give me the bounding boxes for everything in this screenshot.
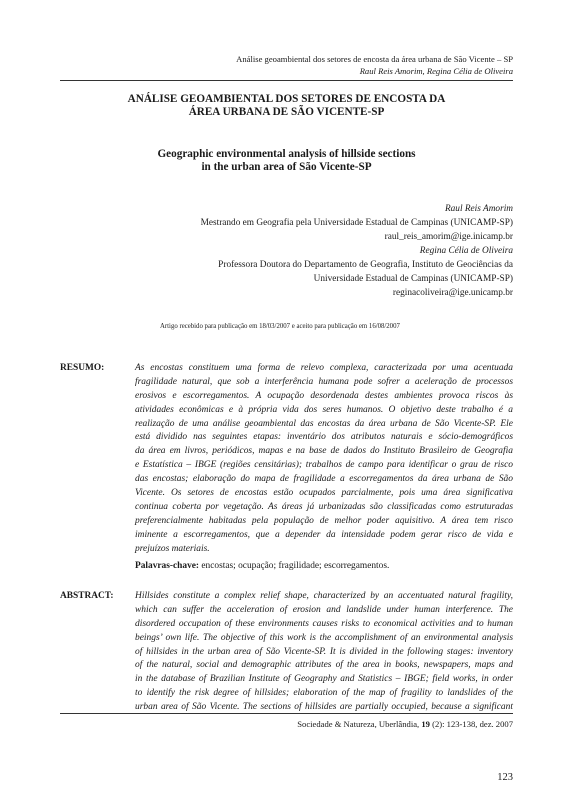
- resumo-line: preferencialmente habitadas pela população de melhor poder aquisitivo. A área tem risco: [135, 515, 513, 526]
- author-name: Raul Reis Amorim: [444, 204, 513, 214]
- received-note: Artigo recebido para publicação em 18/03/2007 e aceito para publicação em 16/08/2007: [160, 323, 400, 330]
- resumo-line: realização de uma análise geoambiental das encostas da área urbana de São Vicente-SP. Ele: [135, 418, 513, 429]
- abstract-line: in the database of Brazilian Institute of Geography and Statistics – IBGE; field works, in order: [135, 674, 513, 685]
- title-pt-line: ÁREA URBANA DE SÃO VICENTE-SP: [188, 106, 385, 118]
- resumo-line: está dividido nas seguintes etapas: inventário dos atributos naturais e sócio-demográficos: [135, 432, 513, 443]
- footer-divider: [60, 713, 513, 714]
- author-email: raul_reis_amorim@ige.inicamp.br: [384, 232, 513, 242]
- abstract-label: ABSTRACT:: [60, 591, 114, 601]
- abstract-line: beings’ own life. The objective of this work is the accomplishment of an environmental analysis: [135, 632, 513, 643]
- resumo-text: [135, 362, 513, 556]
- resumo-line: Vicente. Os setores de encostas estão ocupados parcialmente, pois uma área significativa: [135, 488, 513, 499]
- running-header-title: Análise geoambiental dos setores de encosta da área urbana de São Vicente – SP: [236, 54, 513, 64]
- title-en-line: in the urban area of São Vicente-SP: [201, 161, 372, 173]
- abstract-text: [135, 590, 513, 715]
- resumo-line: das encostas; elaboração do mapa de fragilidade a escorregamentos da área urbana de São: [135, 474, 513, 485]
- header-divider: [60, 80, 513, 81]
- resumo-line: atividades econômicas e à própria vida dos seres humanos. O objetivo deste trabalho é a: [135, 404, 513, 415]
- citation-prefix: Sociedade & Natureza, Uberlândia,: [297, 719, 422, 729]
- resumo-line: continua coberta por vegetação. As áreas já urbanizadas são classificadas como estruturadas: [135, 501, 513, 512]
- resumo-line: prejuízos materiais.: [135, 543, 210, 554]
- resumo-line: As encostas constituem uma forma de relevo complexa, caracterizada por uma acentuada: [135, 363, 513, 373]
- title-en-line: Geographic environmental analysis of hillside sections: [157, 148, 416, 160]
- resumo-line: fragilidade natural, que sob a interferência humana pode sofrer a aceleração de processos: [135, 376, 513, 387]
- journal-citation: [297, 719, 513, 729]
- citation-suffix: (2): 123-138, dez. 2007: [429, 719, 513, 729]
- resumo-line: iminente a escorregamentos, que a depender da intensidade podem gerar risco de vida e: [135, 529, 513, 540]
- author-affiliation: Mestrando em Geografia pela Universidade Estadual de Campinas (UNICAMP-SP): [200, 218, 513, 228]
- resumo-line: erosivos e escorregamentos. A ocupação desordenada destes ambientes provoca riscos às: [135, 390, 513, 401]
- keywords-text: encostas; ocupação; fragilidade; escorregamentos.: [201, 561, 390, 571]
- keywords: [135, 561, 389, 571]
- article-title-english: [60, 148, 513, 174]
- author-name: Regina Célia de Oliveira: [419, 246, 513, 256]
- page-number: 123: [497, 772, 513, 783]
- author-affiliation: Professora Doutora do Departamento de Geografia, Instituto de Geociências da: [218, 260, 513, 270]
- resumo-line: e Estatística – IBGE (regiões censitárias); trabalhos de campo para identificar o grau de risco: [135, 460, 513, 471]
- resumo-label: RESUMO:: [60, 363, 105, 373]
- abstract-line: to identify the risk degree of hillsides; elaboration of the map of fragility to landslides of the: [135, 688, 513, 699]
- article-title-portuguese: [60, 93, 513, 119]
- author-affiliation: Universidade Estadual de Campinas (UNICAMP-SP): [313, 274, 513, 284]
- abstract-line: of the natural, social and demographic attributes of the area in books, newspapers, maps and: [135, 660, 513, 671]
- running-header-authors: Raul Reis Amorim, Regina Célia de Oliveira: [359, 66, 513, 76]
- abstract-line: disordered occupation of these environments causes risks to economical activities and to human: [135, 618, 513, 629]
- title-pt-line: ANÁLISE GEOAMBIENTAL DOS SETORES DE ENCOSTA DA: [127, 93, 446, 105]
- abstract-line: Hillsides constitute a complex relief shape, characterized by an accentuated natural fragility,: [135, 591, 513, 601]
- keywords-label: Palavras-chave:: [135, 561, 200, 571]
- resumo-line: da área em livros, periódicos, mapas e na base de dados do Instituto Brasileiro de Geografia: [135, 446, 513, 457]
- citation-volume: 19: [421, 719, 430, 729]
- author-block: [93, 202, 513, 300]
- abstract-line: of hillsides in the urban area of São Vicente-SP. It is divided in the following stages: inventory: [135, 646, 513, 657]
- abstract-line: which can suffer the acceleration of erosion and landslide under human interference. The: [135, 604, 513, 615]
- abstract-line: urban area of São Vicente. The sections of hillsides are partially occupied, because a significant: [135, 702, 513, 713]
- author-email: reginacoliveira@ige.unicamp.br: [392, 288, 513, 298]
